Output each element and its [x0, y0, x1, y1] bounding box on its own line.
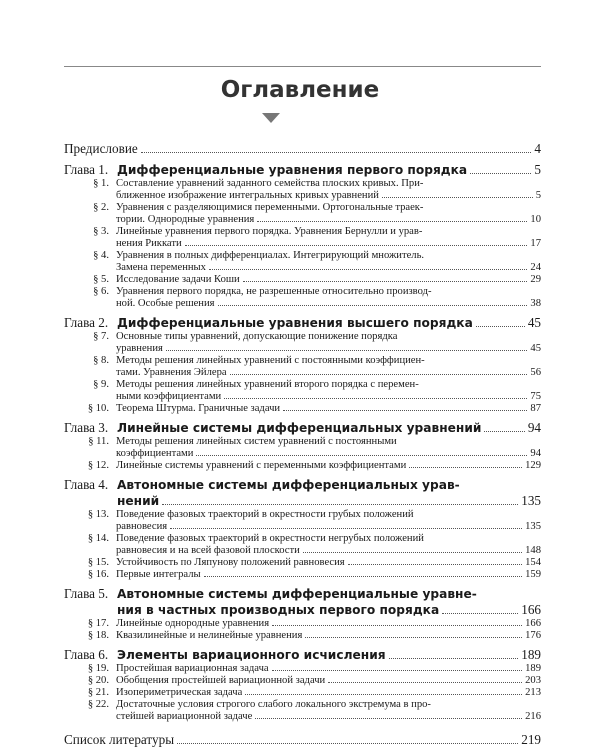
- section-title-line: ближенное изображение интегральных кривых уравнений: [116, 190, 379, 201]
- section-title-line: Обобщения простейшей вариационной задачи: [116, 675, 326, 686]
- toc-section[interactable]: [64, 178, 541, 202]
- chapter-page: 45: [527, 315, 541, 330]
- section-title-line: Простейшая вариационная задача: [116, 663, 269, 674]
- preface-title: Предисловие: [64, 141, 138, 156]
- section-number: § 1.: [93, 178, 109, 189]
- section-page: 5: [535, 190, 541, 201]
- section-title-line: Достаточные условия строгого слабого локального экстремума в про-: [116, 699, 431, 710]
- chapter-title: Элементы вариационного исчисления: [117, 648, 386, 662]
- toc-section[interactable]: [64, 331, 541, 355]
- section-number: § 7.: [93, 331, 109, 342]
- chapter-title: Линейные системы дифференциальных уравнений: [117, 421, 482, 435]
- section-page: 154: [525, 557, 541, 568]
- toc-section[interactable]: [64, 286, 541, 310]
- section-number: § 20.: [87, 675, 109, 686]
- section-page: 94: [530, 448, 541, 459]
- section-title-line: Линейные системы уравнений с переменными коэффициентами: [116, 460, 407, 471]
- chapter-label: Глава 1.: [64, 162, 109, 177]
- section-page: 203: [525, 675, 541, 686]
- section-number: § 17.: [87, 618, 109, 629]
- bibliography-page: 219: [521, 732, 541, 747]
- section-page: 87: [530, 403, 541, 414]
- section-title-line: Квазилинейные и нелинейные уравнения: [116, 630, 303, 641]
- section-page: 148: [525, 545, 541, 556]
- section-number: § 2.: [93, 202, 109, 213]
- toc-section[interactable]: [64, 618, 541, 630]
- section-title-line: тами. Уравнения Эйлера: [116, 367, 227, 378]
- section-title-line: Уравнения с разделяющимися переменными. Ортогональные траек-: [116, 202, 424, 213]
- section-title-line: нения Риккати: [116, 238, 182, 249]
- chapter-title-line: Автономные системы дифференциальные уравне-: [117, 587, 477, 601]
- section-page: 135: [525, 521, 541, 532]
- section-title-line: Изопериметрическая задача: [116, 687, 243, 698]
- toc-section[interactable]: [64, 557, 541, 569]
- section-title-line: Методы решения линейных уравнений второго порядка с перемен-: [116, 379, 419, 390]
- toc-section[interactable]: [64, 436, 541, 460]
- toc-chapter[interactable]: [64, 477, 541, 509]
- chapter-title: Дифференциальные уравнения высшего порядка: [117, 316, 473, 330]
- toc-chapter[interactable]: [64, 647, 541, 663]
- table-of-contents: [64, 140, 541, 748]
- section-page: 216: [525, 711, 541, 722]
- toc-chapter[interactable]: [64, 162, 541, 178]
- section-page: 29: [530, 274, 541, 285]
- section-page: 189: [525, 663, 541, 674]
- chapter-page: 135: [521, 493, 541, 508]
- section-number: § 21.: [87, 687, 109, 698]
- chapter-page: 94: [527, 420, 541, 435]
- chapter-label: Глава 5.: [64, 586, 109, 601]
- toc-preface[interactable]: [64, 140, 541, 157]
- toc-section[interactable]: [64, 250, 541, 274]
- toc-section[interactable]: [64, 675, 541, 687]
- section-title-line: Поведение фазовых траекторий в окрестности негрубых положений: [116, 533, 424, 544]
- section-title-line: ными коэффициентами: [116, 391, 222, 402]
- section-title-line: Уравнения в полных дифференциалах. Интегрирующий множитель.: [116, 250, 425, 261]
- toc-chapter[interactable]: [64, 586, 541, 618]
- section-number: § 3.: [93, 226, 109, 237]
- toc-section[interactable]: [64, 202, 541, 226]
- section-number: § 18.: [87, 630, 109, 641]
- section-title-line: тории. Однородные уравнения: [116, 214, 255, 225]
- chapter-page: 189: [521, 647, 541, 662]
- section-title-line: Составление уравнений заданного семейства плоских кривых. При-: [116, 178, 424, 189]
- section-title-line: коэффициентами: [116, 448, 194, 459]
- section-title-line: Замена переменных: [116, 262, 206, 273]
- top-rule: [64, 66, 541, 67]
- section-page: 45: [530, 343, 541, 354]
- section-number: § 22.: [87, 699, 109, 710]
- chapter-title: Дифференциальные уравнения первого порядка: [117, 163, 468, 177]
- section-number: § 8.: [93, 355, 109, 366]
- chapter-page: 5: [534, 162, 541, 177]
- toc-section[interactable]: [64, 226, 541, 250]
- section-number: § 19.: [87, 663, 109, 674]
- toc-section[interactable]: [64, 687, 541, 699]
- toc-section[interactable]: [64, 379, 541, 403]
- triangle-ornament-icon: [262, 113, 280, 123]
- section-number: § 4.: [93, 250, 109, 261]
- toc-section[interactable]: [64, 460, 541, 472]
- section-title-line: Теорема Штурма. Граничные задачи: [116, 403, 281, 414]
- section-title-line: Уравнения первого порядка, не разрешенные относительно производ-: [116, 286, 432, 297]
- chapter-title-line: ния в частных производных первого порядка: [117, 603, 440, 617]
- section-page: 38: [530, 298, 541, 309]
- toc-chapter[interactable]: [64, 420, 541, 436]
- toc-section[interactable]: [64, 699, 541, 723]
- section-number: § 15.: [87, 557, 109, 568]
- toc-chapter[interactable]: [64, 315, 541, 331]
- bibliography-title: Список литературы: [64, 732, 175, 747]
- section-number: § 10.: [87, 403, 109, 414]
- toc-section[interactable]: [64, 509, 541, 533]
- section-page: 24: [530, 262, 541, 273]
- section-number: § 9.: [93, 379, 109, 390]
- toc-section[interactable]: [64, 630, 541, 642]
- section-page: 213: [525, 687, 541, 698]
- section-title-line: Первые интегралы: [116, 569, 201, 580]
- chapter-label: Глава 3.: [64, 420, 109, 435]
- section-number: § 16.: [87, 569, 109, 580]
- section-title-line: Поведение фазовых траекторий в окрестности грубых положений: [116, 509, 414, 520]
- section-number: § 14.: [87, 533, 109, 544]
- toc-section[interactable]: [64, 663, 541, 675]
- toc-bibliography[interactable]: [64, 731, 541, 748]
- section-title-line: Линейные уравнения первого порядка. Уравнения Бернулли и урав-: [116, 226, 423, 237]
- section-page: 159: [525, 569, 541, 580]
- section-title-line: Исследование задачи Коши: [116, 274, 240, 285]
- section-number: § 12.: [87, 460, 109, 471]
- section-number: § 11.: [88, 436, 109, 447]
- toc-section[interactable]: [64, 274, 541, 286]
- section-page: 17: [530, 238, 541, 249]
- section-title-line: Линейные однородные уравнения: [116, 618, 270, 629]
- dot-leader: [141, 152, 532, 153]
- section-title-line: стейшей вариационной задаче: [116, 711, 253, 722]
- section-page: 75: [530, 391, 541, 402]
- chapter-title-line: нений: [117, 494, 160, 508]
- section-title-line: равновесия и на всей фазовой плоскости: [116, 545, 300, 556]
- section-title-line: равновесия: [116, 521, 168, 532]
- section-page: 176: [525, 630, 541, 641]
- toc-section[interactable]: [64, 569, 541, 581]
- section-title-line: Методы решения линейных уравнений с постоянными коэффициен-: [116, 355, 425, 366]
- section-page: 129: [525, 460, 541, 471]
- chapter-title-line: Автономные системы дифференциальных урав-: [117, 478, 460, 492]
- section-page: 56: [530, 367, 541, 378]
- section-number: § 5.: [93, 274, 109, 285]
- dot-leader: [177, 743, 518, 744]
- section-number: § 13.: [87, 509, 109, 520]
- toc-section[interactable]: [64, 403, 541, 415]
- chapter-page: 166: [521, 602, 541, 617]
- chapter-label: Глава 2.: [64, 315, 109, 330]
- section-title-line: ной. Особые решения: [116, 298, 215, 309]
- section-title-line: уравнения: [116, 343, 163, 354]
- page-title: Оглавление: [220, 77, 380, 103]
- chapter-label: Глава 6.: [64, 647, 109, 662]
- section-title-line: Основные типы уравнений, допускающие понижение порядка: [116, 331, 398, 342]
- preface-page: 4: [534, 141, 541, 156]
- section-number: § 6.: [93, 286, 109, 297]
- section-title-line: Методы решения линейных систем уравнений с постоянными: [116, 436, 397, 447]
- chapter-label: Глава 4.: [64, 477, 109, 492]
- toc-section[interactable]: [64, 533, 541, 557]
- toc-section[interactable]: [64, 355, 541, 379]
- section-page: 10: [530, 214, 541, 225]
- section-page: 166: [525, 618, 541, 629]
- section-title-line: Устойчивость по Ляпунову положений равновесия: [116, 557, 345, 568]
